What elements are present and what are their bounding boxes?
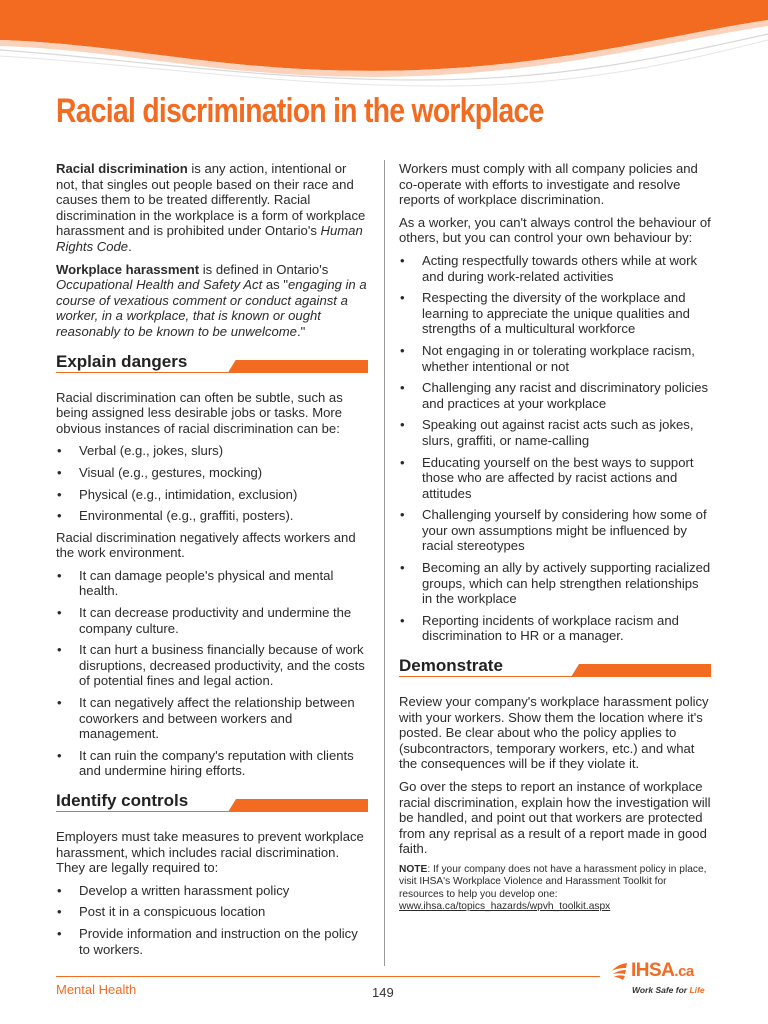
- list-item: • Challenging any racist and discriminatory policies and practices at your workplace: [399, 380, 711, 411]
- dangers-paragraph-2: Racial discrimination negatively affects workers and the work environment.: [56, 529, 356, 561]
- section-tab-accent: [228, 360, 368, 373]
- footer-category: Mental Health: [56, 982, 137, 997]
- footer-rule: [56, 976, 600, 977]
- list-item: • Verbal (e.g., jokes, slurs): [56, 443, 368, 459]
- column-divider: [384, 160, 385, 966]
- section-identify-controls: [56, 791, 368, 815]
- note-box: [399, 864, 711, 914]
- list-item: • It can hurt a business financially because of work disruptions, decreased productivity, and the costs of potential fines and legal action.: [56, 642, 368, 689]
- note-label: NOTE: [399, 863, 428, 875]
- list-item: • Physical (e.g., intimidation, exclusion): [56, 487, 368, 503]
- ohs-act: Occupational Health and Safety Act: [56, 277, 263, 293]
- logo-name: IHSA: [631, 960, 675, 981]
- list-item: • Not engaging in or tolerating workplace racism, whether intentional or not: [399, 343, 711, 374]
- list-item: • Visual (e.g., gestures, mocking): [56, 465, 368, 481]
- list-item: • Acting respectfully towards others while at work and during work-related activities: [399, 253, 711, 284]
- demonstrate-paragraph-1: Review your company's workplace harassment policy with your workers. Show them the location where it's posted. Be clear about who the policy applies to (subcontractors, temporary workers, etc.) and what the consequences will be if they violate it.: [399, 694, 709, 772]
- list-item: • Becoming an ally by actively supporting racialized groups, which can help strengthen relationships in the workplace: [399, 560, 711, 607]
- dangers-paragraph-1: Racial discrimination can often be subtle, such as being assigned less desirable jobs or tasks. More obvious instances of racial discrimination can be:: [56, 389, 343, 436]
- dangers-list: [56, 443, 368, 523]
- list-item: • Post it in a conspicuous location: [56, 904, 368, 920]
- list-item: • It can damage people's physical and mental health.: [56, 568, 368, 599]
- note-text: : If your company does not have a harassment policy in place, visit IHSA's Workplace Violence and Harassment Toolkit for resources to help you develop one:: [399, 863, 707, 900]
- controls-paragraph: Employers must take measures to prevent workplace harassment, which includes racial discrimination. They are legally required to:: [56, 829, 364, 876]
- ihsa-burst-icon: [606, 960, 630, 982]
- page-number: 149: [372, 985, 394, 1000]
- page-title: Racial discrimination in the workplace: [56, 92, 544, 130]
- list-item: • Challenging yourself by considering how some of your own assumptions might be influenced by racial stereotypes: [399, 507, 711, 554]
- behaviour-paragraph: As a worker, you can't always control the behaviour of others, but you can control your own behaviour by:: [399, 214, 711, 246]
- list-item: • Develop a written harassment policy: [56, 883, 368, 899]
- intro-text: is any action, intentional or not, that singles out people based on their race and causes them to be treated differently. Racial discrimination in the workplace is a form of workplace harassment and is prohibited under Ontario's: [56, 161, 366, 239]
- section-demonstrate: [399, 656, 711, 680]
- list-item: • Provide information and instruction on the policy to workers.: [56, 926, 368, 957]
- section-heading: Explain dangers: [56, 351, 188, 371]
- section-heading: Demonstrate: [399, 656, 503, 676]
- term-racial-discrimination: Racial discrimination: [56, 161, 188, 176]
- intro-end: .: [128, 238, 132, 254]
- definition-text: is defined in Ontario's: [199, 261, 329, 277]
- compliance-paragraph: Workers must comply with all company policies and co-operate with efforts to investigate and resolve reports of workplace discrimination.: [399, 161, 698, 208]
- intro-paragraph-2: [56, 262, 368, 340]
- demonstrate-paragraph-2: Go over the steps to report an instance of workplace racial discrimination, explain how the investigation will be handled, and point out that workers are protected from any reprisal as a result of a report made in good faith.: [399, 779, 711, 857]
- list-item: • Reporting incidents of workplace racism and discrimination to HR or a manager.: [399, 613, 711, 644]
- controls-list: [56, 883, 368, 957]
- left-column: [56, 161, 368, 963]
- list-item: • Environmental (e.g., graffiti, posters).: [56, 508, 368, 524]
- section-explain-dangers: [56, 352, 368, 376]
- list-item: • Speaking out against racist acts such as jokes, slurs, graffiti, or name-calling: [399, 417, 711, 448]
- right-column: [399, 161, 711, 914]
- section-tab-accent: [228, 799, 368, 812]
- behaviour-list: [399, 253, 711, 644]
- logo-wordmark: [631, 960, 694, 982]
- tagline-life: Life: [689, 985, 705, 995]
- logo-tagline: [632, 985, 705, 995]
- ihsa-logo: [606, 958, 714, 998]
- list-item: • Educating yourself on the best ways to support those who are affected by racist actions and attitudes: [399, 455, 711, 502]
- definition-end: .": [296, 323, 306, 339]
- list-item: • It can negatively affect the relationship between coworkers and between workers and management.: [56, 695, 368, 742]
- header-wave-banner: [0, 0, 768, 90]
- term-workplace-harassment: Workplace harassment: [56, 261, 200, 277]
- list-item: • Respecting the diversity of the workplace and learning to appreciate the unique qualities and strengths of a multicultural workforce: [399, 290, 711, 337]
- intro-paragraph-1: [56, 161, 368, 255]
- effects-list: [56, 568, 368, 779]
- section-tab-accent: [571, 664, 711, 677]
- tagline-prefix: Work Safe for: [632, 985, 690, 995]
- toolkit-link[interactable]: www.ihsa.ca/topics_hazards/wpvh_toolkit.aspx: [399, 901, 611, 913]
- list-item: • It can decrease productivity and undermine the company culture.: [56, 605, 368, 636]
- logo-suffix: .ca: [674, 963, 694, 980]
- human-rights-code: Human Rights Code: [56, 223, 363, 254]
- section-heading: Identify controls: [56, 791, 189, 810]
- definition-quote: engaging in a course of vexatious comment or conduct against a worker, in a workplace, that is known or ought reasonably to be known to be unwelcome: [56, 277, 367, 339]
- list-item: • It can ruin the company's reputation with clients and undermine hiring efforts.: [56, 748, 368, 779]
- definition-connector: as ": [262, 277, 288, 293]
